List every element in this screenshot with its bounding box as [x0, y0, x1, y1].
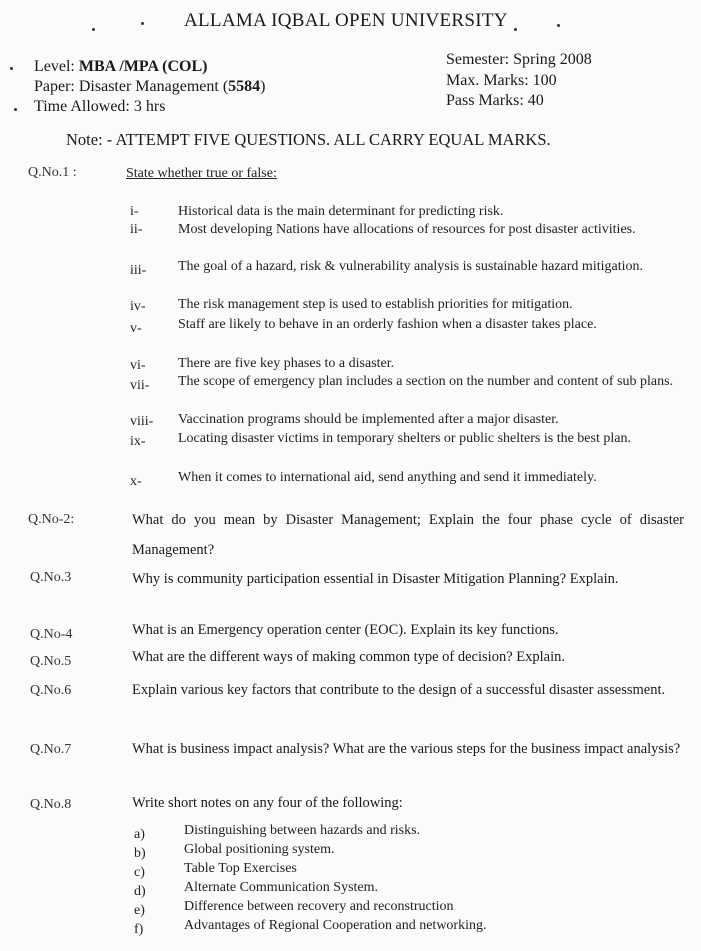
paper-label: Paper: Disaster Management ( — [34, 78, 229, 95]
list-item: Distinguishing between hazards and risks. — [184, 823, 421, 838]
list-item: Table Top Exercises — [184, 861, 297, 876]
question-label: Q.No-2: — [28, 512, 75, 527]
scan-speck — [92, 28, 95, 31]
list-item: Advantages of Regional Cooperation and networking. — [184, 918, 487, 933]
question-label: Q.No.5 — [30, 654, 72, 669]
question-label: Q.No.3 — [30, 570, 72, 585]
question-label: Q.No-4 — [30, 627, 73, 642]
question-text: What is business impact analysis? What are the various steps for the business impact analysis? — [132, 741, 681, 757]
list-num: a) — [134, 827, 145, 842]
list-num: x- — [130, 474, 142, 489]
list-num: viii- — [130, 414, 154, 429]
question-text: Explain various key factors that contribute to the design of a successful disaster assessment. — [132, 682, 666, 698]
list-num: f) — [134, 922, 144, 937]
list-num: c) — [134, 865, 145, 880]
list-num: e) — [134, 903, 145, 918]
list-num: v- — [130, 321, 142, 336]
list-num: iv- — [130, 299, 146, 314]
question-label: Q.No.7 — [30, 742, 72, 757]
scan-speck — [557, 24, 560, 27]
scan-speck — [141, 22, 144, 25]
paper-line — [34, 77, 265, 97]
list-num: ii- — [130, 222, 143, 237]
list-item: Alternate Communication System. — [184, 880, 379, 895]
list-item: Historical data is the main determinant for predicting risk. — [178, 204, 504, 219]
list-item: Locating disaster victims in temporary shelters or public shelters is the best plan. — [178, 431, 631, 446]
list-item: Global positioning system. — [184, 842, 335, 857]
question-text: What is an Emergency operation center (EOC). Explain its key functions. — [132, 622, 559, 638]
list-num: i- — [130, 204, 139, 219]
question-text: Why is community participation essential in Disaster Mitigation Planning? Explain. — [132, 571, 619, 587]
list-num: b) — [134, 846, 146, 861]
list-num: vi- — [130, 358, 146, 373]
question-label: Q.No.6 — [30, 683, 72, 698]
max-marks: Max. Marks: 100 — [446, 72, 557, 89]
list-item: Staff are likely to behave in an orderly fashion when a disaster takes place. — [178, 317, 597, 332]
level-label: Level: — [34, 58, 79, 75]
scan-speck — [514, 28, 517, 31]
question-text: Write short notes on any four of the following: — [132, 795, 403, 811]
list-num: d) — [134, 884, 146, 899]
list-item: The risk management step is used to establish priorities for mitigation. — [178, 297, 573, 312]
list-num: ix- — [130, 434, 146, 449]
list-item: Most developing Nations have allocations of resources for post disaster activities. — [178, 222, 636, 237]
list-item: When it comes to international aid, send anything and send it immediately. — [178, 470, 597, 485]
pass-marks: Pass Marks: 40 — [446, 92, 544, 109]
list-item: Difference between recovery and reconstruction — [184, 899, 454, 914]
list-item: The scope of emergency plan includes a section on the number and content of sub plans. — [178, 374, 674, 389]
list-num: iii- — [130, 263, 147, 278]
q1-instruction: State whether true or false: — [126, 166, 277, 181]
university-title: ALLAMA IQBAL OPEN UNIVERSITY — [184, 10, 508, 31]
level-value: MBA /MPA (COL) — [78, 58, 208, 75]
question-label: Q.No.8 — [30, 797, 72, 812]
level-line — [34, 57, 207, 77]
note-instruction: Note: - ATTEMPT FIVE QUESTIONS. ALL CARRY EQUAL MARKS. — [66, 130, 551, 149]
question-text: What are the different ways of making common type of decision? Explain. — [132, 649, 565, 665]
scan-speck — [14, 108, 17, 111]
question-text: What do you mean by Disaster Management; Explain the four phase cycle of disaster Management? — [132, 512, 684, 558]
scan-speck — [10, 67, 13, 70]
question-label: Q.No.1 : — [28, 165, 77, 180]
semester: Semester: Spring 2008 — [446, 51, 592, 68]
paper-code: 5584 — [228, 78, 261, 95]
paper-close: ) — [260, 78, 266, 95]
list-item: There are five key phases to a disaster. — [178, 356, 395, 371]
list-item: The goal of a hazard, risk & vulnerability analysis is sustainable hazard mitigation. — [178, 259, 643, 274]
time-allowed: Time Allowed: 3 hrs — [34, 98, 166, 115]
list-item: Vaccination programs should be implemented after a major disaster. — [178, 412, 559, 427]
list-num: vii- — [130, 378, 150, 393]
